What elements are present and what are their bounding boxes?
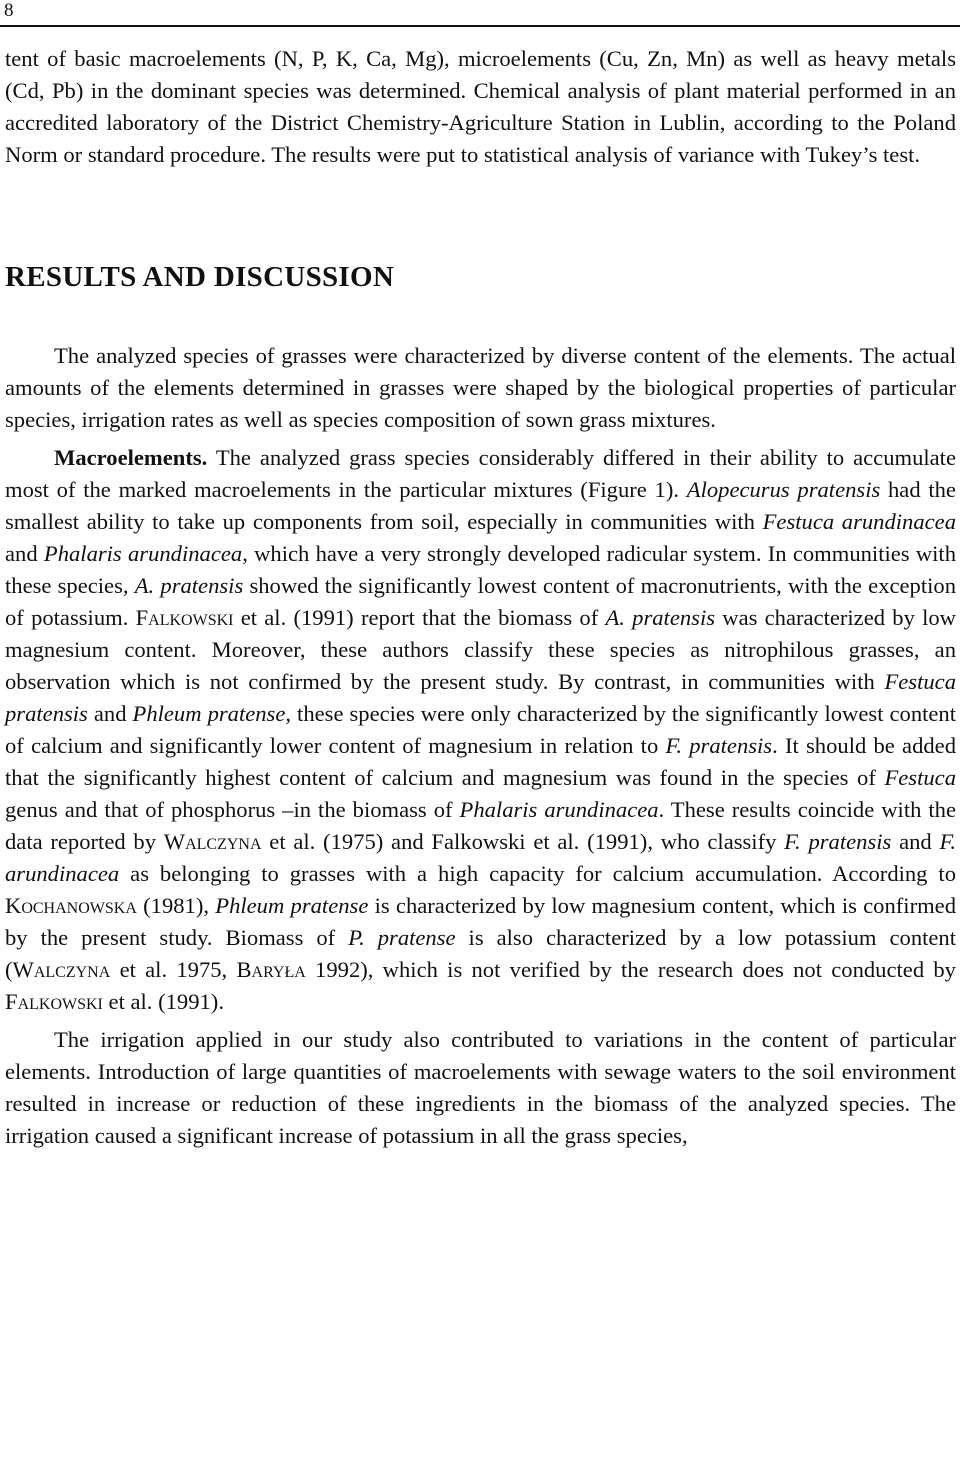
paragraph-macroelements — [5, 442, 956, 1018]
text-run: . These results coincide with the data reported by — [5, 797, 956, 854]
text-run: Baryła — [236, 957, 306, 982]
text-run: The analyzed species of grasses were characterized by diverse content of the elements. The actual amounts of the elements determined in grasses were shaped by the biological properties of particular species, irrigation rates as well as species composition of sown grass mixtures. — [5, 343, 956, 432]
text-run: genus and that of phosphorus –in the biomass of — [5, 797, 460, 822]
text-run: (1981), — [136, 893, 216, 918]
text-run: had the smallest ability to take up components from soil, especially in communities with — [5, 477, 956, 534]
text-run: A. pratensis — [605, 605, 716, 630]
text-run: Alopecurus pratensis — [686, 477, 881, 502]
paragraph-irrigation — [5, 1024, 956, 1152]
text-run: and — [5, 541, 44, 566]
text-run: P. pratense — [348, 925, 456, 950]
text-run: F. arundinacea — [5, 829, 957, 886]
text-run: showed the significantly lowest content of macronutrients, with the exception of potassium. — [5, 573, 956, 630]
text-run: A. pratensis — [134, 573, 244, 598]
text-run: , these species were only characterized by the significantly lowest content of calcium and significantly lower content of magnesium in relation to — [5, 701, 956, 758]
text-run: et al. (1991). — [102, 989, 224, 1014]
text-run: Falkowski — [135, 605, 234, 630]
text-run: Festuca arundinacea — [762, 509, 957, 534]
text-run: The irrigation applied in our study also contributed to variations in the content of particular elements. Introduction of large quantities of macroelements with sewage waters to the soil environment resulted in increase or reduction of these ingredients in the biomass of the analyzed species. The irrigation caused a significant increase of potassium in all the grass species, — [5, 1027, 956, 1148]
text-run: Phalaris arundinacea — [459, 797, 659, 822]
text-run: as belonging to grasses with a high capacity for calcium accumulation. According to — [119, 861, 956, 886]
text-run: 1992), which is not verified by the research does not conducted by — [305, 957, 956, 982]
text-run: et al. (1991) report that the biomass of — [233, 605, 606, 630]
text-run: Walczyna — [163, 829, 262, 854]
text-run: Phalaris arundinacea — [43, 541, 243, 566]
text-run: . It should be added that the significantly highest content of calcium and magnesium was found in the species of — [5, 733, 956, 790]
text-run: Falkowski — [5, 989, 103, 1014]
text-run: is characterized by low magnesium content, which is confirmed by the present study. Biomass of — [5, 893, 956, 950]
text-run: is also characterized by a low potassium content ( — [5, 925, 956, 982]
text-run: Phleum pratense — [215, 893, 369, 918]
text-run: Macroelements. — [54, 445, 208, 470]
article-body — [5, 43, 956, 1152]
text-run: and — [87, 701, 133, 726]
page-number: 8 — [4, 0, 14, 21]
text-run: , which have a very strongly developed radicular system. In communities with these species, — [5, 541, 957, 598]
text-run: Festuca pratensis — [5, 669, 956, 726]
text-run: Walczyna — [12, 957, 111, 982]
text-run: F. pratensis — [665, 733, 773, 758]
header-rule — [0, 25, 960, 27]
paragraph-results-intro — [5, 340, 956, 436]
text-run: et al. (1975) and Falkowski et al. (1991), who classify — [261, 829, 785, 854]
text-run: F. pratensis — [784, 829, 892, 854]
text-run: was characterized by low magnesium content. Moreover, these authors classify these species as nitrophilous grasses, an observation which is not confirmed by the present study. By contrast, in communities with — [5, 605, 956, 694]
text-run: Kochanowska — [5, 893, 137, 918]
paragraph-methods-end — [5, 43, 956, 171]
section-heading: RESULTS AND DISCUSSION — [5, 261, 395, 293]
text-run: Phleum pratense — [132, 701, 286, 726]
text-run: and — [891, 829, 940, 854]
text-run: Festuca — [884, 765, 956, 790]
text-run: tent of basic macroelements (N, P, K, Ca, Mg), microelements (Cu, Zn, Mn) as well as heavy metals (Cd, Pb) in the dominant species was determined. Chemical analysis of plant material performed in an accredited laboratory of the District Chemistry-Agriculture Station in Lublin, according to the Poland Norm or standard procedure. The results were put to statistical analysis of variance with Tukey’s test. — [5, 46, 956, 167]
text-run: The analyzed grass species considerably differed in their ability to accumulate most of the marked macroelements in the particular mixtures (Figure 1). — [5, 445, 956, 502]
text-run: et al. 1975, — [110, 957, 237, 982]
